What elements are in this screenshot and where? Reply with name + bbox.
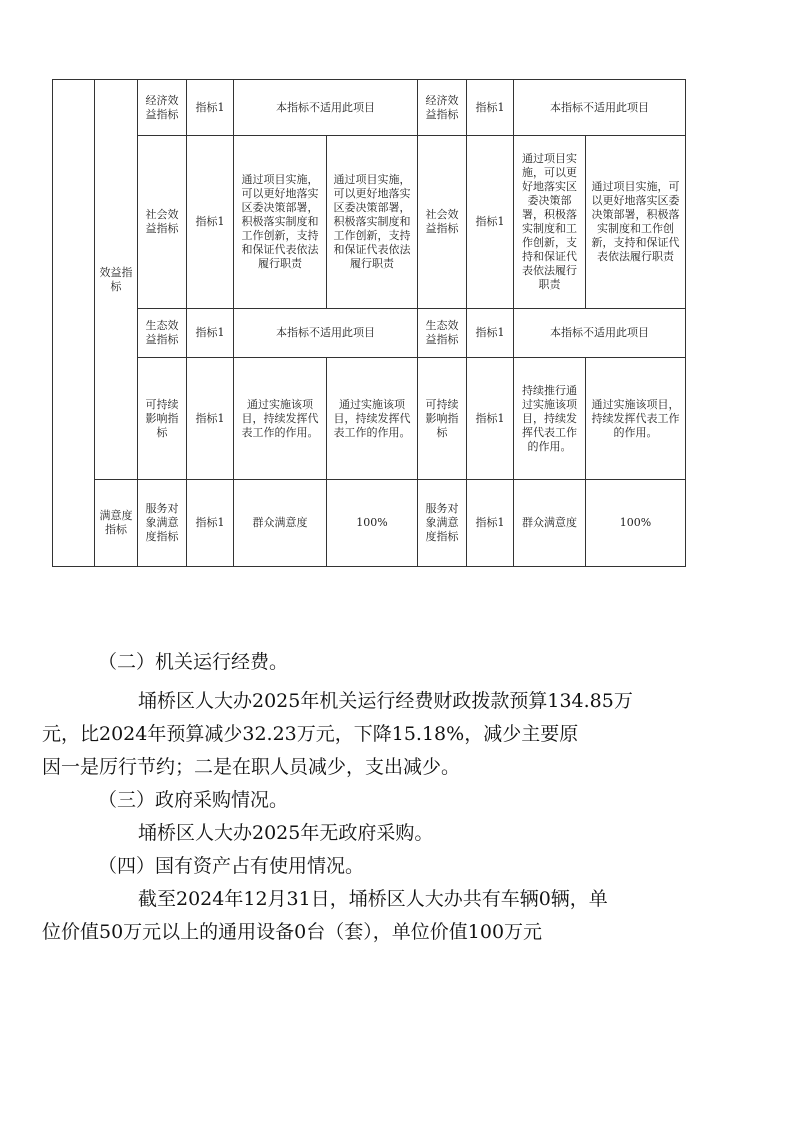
table-row — [53, 358, 686, 480]
table-row — [53, 136, 686, 309]
indicator-content-cell: 群众满意度 — [234, 480, 327, 567]
indicator-content-cell: 通过实施该项目，持续发挥代表工作的作用。 — [234, 358, 327, 480]
not-applicable-cell: 本指标不适用此项目 — [234, 309, 418, 358]
indicator-cell: 指标1 — [187, 80, 234, 136]
sub-category-cell: 生态效益指标 — [138, 309, 187, 358]
performance-indicator-table — [52, 79, 686, 567]
indicator-content-cell: 通过项目实施，可以更好地落实区委决策部署，积极落实制度和工作创新，支持和保证代表依法履行职责 — [514, 136, 586, 309]
indicator-value-cell: 100% — [586, 480, 686, 567]
table-row — [53, 309, 686, 358]
indicator-value-cell: 通过项目实施，可以更好地落实区委决策部署，积极落实制度和工作创新，支持和保证代表依法履行职责 — [327, 136, 418, 309]
paragraph-line: 元，比2024年预算减少32.23万元，下降15.18%，减少主要原 — [42, 723, 579, 745]
sub-category-cell: 可持续影响指标 — [418, 358, 467, 480]
sub-category-cell: 可持续影响指标 — [138, 358, 187, 480]
indicator-content-cell: 通过项目实施，可以更好地落实区委决策部署，积极落实制度和工作创新，支持和保证代表依法履行职责 — [234, 136, 327, 309]
paragraph-line: 位价值50万元以上的通用设备0台（套），单位价值100万元 — [42, 921, 543, 943]
section-heading-assets: （四）国有资产占有使用情况。 — [98, 855, 365, 877]
indicator-content-cell: 持续推行通过实施该项目，持续发挥代表工作的作用。 — [514, 358, 586, 480]
indicator-cell: 指标1 — [187, 358, 234, 480]
indicator-cell: 指标1 — [467, 80, 514, 136]
indicator-value-cell: 通过实施该项目，持续发挥代表工作的作用。 — [327, 358, 418, 480]
indicator-cell: 指标1 — [187, 480, 234, 567]
not-applicable-cell: 本指标不适用此项目 — [514, 80, 686, 136]
paragraph-line: 埇桥区人大办2025年无政府采购。 — [138, 822, 434, 844]
sub-category-cell: 社会效益指标 — [418, 136, 467, 309]
blank-left-cell — [53, 80, 95, 567]
sub-category-cell: 生态效益指标 — [418, 309, 467, 358]
table-row — [53, 480, 686, 567]
indicator-value-cell: 100% — [327, 480, 418, 567]
indicator-cell: 指标1 — [467, 358, 514, 480]
indicator-content-cell: 群众满意度 — [514, 480, 586, 567]
indicator-value-cell: 通过项目实施，可以更好地落实区委决策部署，积极落实制度和工作创新，支持和保证代表依法履行职责 — [586, 136, 686, 309]
category-cell: 满意度指标 — [95, 480, 138, 567]
indicator-cell: 指标1 — [467, 309, 514, 358]
sub-category-cell: 经济效益指标 — [418, 80, 467, 136]
indicator-cell: 指标1 — [187, 136, 234, 309]
sub-category-cell: 社会效益指标 — [138, 136, 187, 309]
not-applicable-cell: 本指标不适用此项目 — [514, 309, 686, 358]
paragraph-line: 因一是厉行节约；二是在职人员减少，支出减少。 — [42, 756, 461, 778]
table-row — [53, 80, 686, 136]
indicator-cell: 指标1 — [467, 136, 514, 309]
indicator-cell: 指标1 — [187, 309, 234, 358]
section-heading-operating-funds: （二）机关运行经费。 — [98, 651, 289, 673]
category-cell: 效益指标 — [95, 80, 138, 480]
indicator-value-cell: 通过实施该项目，持续发挥代表工作的作用。 — [586, 358, 686, 480]
not-applicable-cell: 本指标不适用此项目 — [234, 80, 418, 136]
paragraph-line: 埇桥区人大办2025年机关运行经费财政拨款预算134.85万 — [138, 690, 633, 712]
section-heading-procurement: （三）政府采购情况。 — [98, 789, 289, 811]
body-text — [42, 646, 696, 949]
sub-category-cell: 经济效益指标 — [138, 80, 187, 136]
paragraph-line: 截至2024年12月31日，埇桥区人大办共有车辆0辆，单 — [138, 888, 608, 910]
indicator-cell: 指标1 — [467, 480, 514, 567]
sub-category-cell: 服务对象满意度指标 — [138, 480, 187, 567]
sub-category-cell: 服务对象满意度指标 — [418, 480, 467, 567]
